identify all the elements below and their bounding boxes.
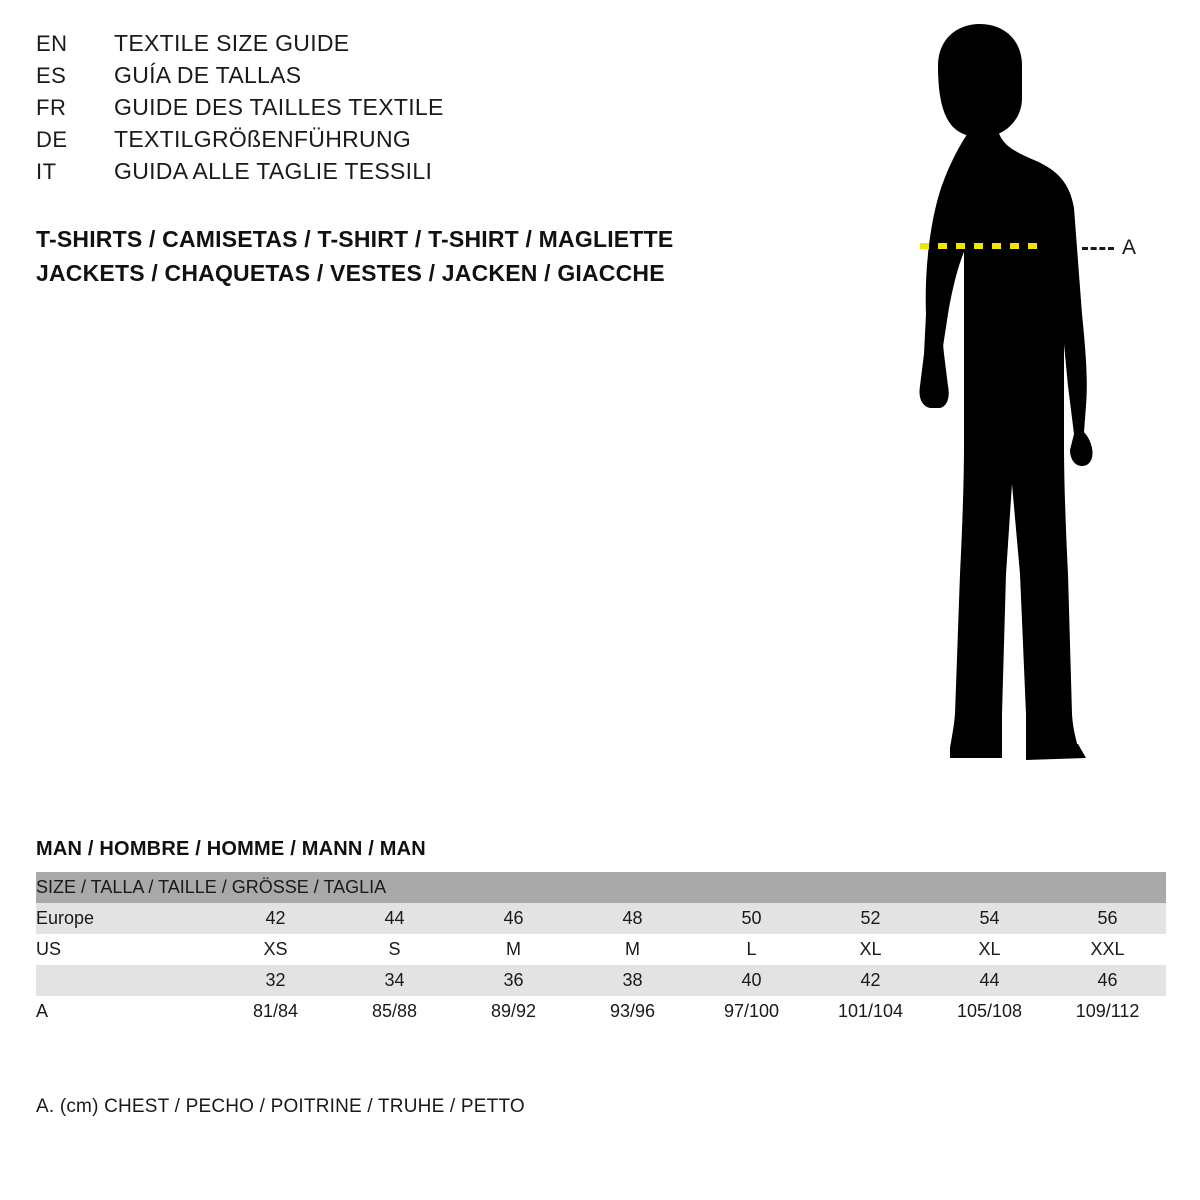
language-row — [36, 62, 776, 94]
table-cell: 46 — [1049, 965, 1166, 996]
table-cell: 105/108 — [930, 996, 1049, 1027]
table-cell: 97/100 — [692, 996, 811, 1027]
table-cell: XXL — [1049, 934, 1166, 965]
language-row — [36, 94, 776, 126]
table-row — [36, 965, 1166, 996]
male-silhouette-icon — [820, 14, 1180, 794]
category-line-jackets: JACKETS / CHAQUETAS / VESTES / JACKEN / GIACCHE — [36, 260, 665, 286]
table-cell: 34 — [335, 965, 454, 996]
table-row — [36, 903, 1166, 934]
language-code: FR — [36, 95, 67, 120]
row-label: US — [36, 934, 216, 965]
table-header-label: SIZE / TALLA / TAILLE / GRÖSSE / TAGLIA — [36, 872, 1166, 903]
table-cell: 44 — [930, 965, 1049, 996]
table-cell: 32 — [216, 965, 335, 996]
table-cell: 85/88 — [335, 996, 454, 1027]
table-row — [36, 996, 1166, 1027]
language-header-block — [36, 30, 776, 190]
language-text: GUÍA DE TALLAS — [114, 62, 302, 88]
language-text: GUIDE DES TAILLES TEXTILE — [114, 94, 444, 120]
language-code: DE — [36, 127, 68, 152]
table-cell: M — [454, 934, 573, 965]
table-cell: 46 — [454, 903, 573, 934]
measure-label-a: A — [1122, 236, 1137, 259]
row-label — [36, 965, 216, 996]
category-line-tshirts: T-SHIRTS / CAMISETAS / T-SHIRT / T-SHIRT / MAGLIETTE — [36, 226, 674, 252]
language-code: IT — [36, 159, 57, 184]
size-table — [36, 872, 1166, 1027]
footnote-chest-measurement: A. (cm) CHEST / PECHO / POITRINE / TRUHE / PETTO — [36, 1096, 525, 1117]
table-cell: 54 — [930, 903, 1049, 934]
table-cell: 50 — [692, 903, 811, 934]
table-cell: 56 — [1049, 903, 1166, 934]
language-text: TEXTILGRÖßENFÜHRUNG — [114, 126, 412, 152]
language-row — [36, 126, 776, 158]
table-group-title: MAN / HOMBRE / HOMME / MANN / MAN — [36, 838, 426, 860]
table-cell: XL — [930, 934, 1049, 965]
table-cell: 42 — [811, 965, 930, 996]
table-cell: 38 — [573, 965, 692, 996]
garment-category-block — [36, 222, 796, 290]
table-row — [36, 934, 1166, 965]
size-table-section — [36, 838, 1166, 1027]
table-cell: 93/96 — [573, 996, 692, 1027]
table-cell: 101/104 — [811, 996, 930, 1027]
table-cell: 48 — [573, 903, 692, 934]
row-label: Europe — [36, 903, 216, 934]
table-cell: XL — [811, 934, 930, 965]
table-cell: XS — [216, 934, 335, 965]
language-row — [36, 30, 776, 62]
table-cell: 36 — [454, 965, 573, 996]
table-header-row — [36, 872, 1166, 903]
table-cell: S — [335, 934, 454, 965]
table-cell: L — [692, 934, 811, 965]
body-silhouette-figure — [820, 14, 1180, 794]
language-text: TEXTILE SIZE GUIDE — [114, 30, 350, 56]
row-label: A — [36, 996, 216, 1027]
table-cell: 52 — [811, 903, 930, 934]
language-code: ES — [36, 63, 67, 88]
table-cell: 89/92 — [454, 996, 573, 1027]
table-cell: 44 — [335, 903, 454, 934]
language-row — [36, 158, 776, 190]
measure-leader-line — [1082, 247, 1114, 250]
language-code: EN — [36, 31, 68, 56]
table-cell: 81/84 — [216, 996, 335, 1027]
table-cell: M — [573, 934, 692, 965]
table-cell: 40 — [692, 965, 811, 996]
table-cell: 109/112 — [1049, 996, 1166, 1027]
language-text: GUIDA ALLE TAGLIE TESSILI — [114, 158, 433, 184]
table-cell: 42 — [216, 903, 335, 934]
